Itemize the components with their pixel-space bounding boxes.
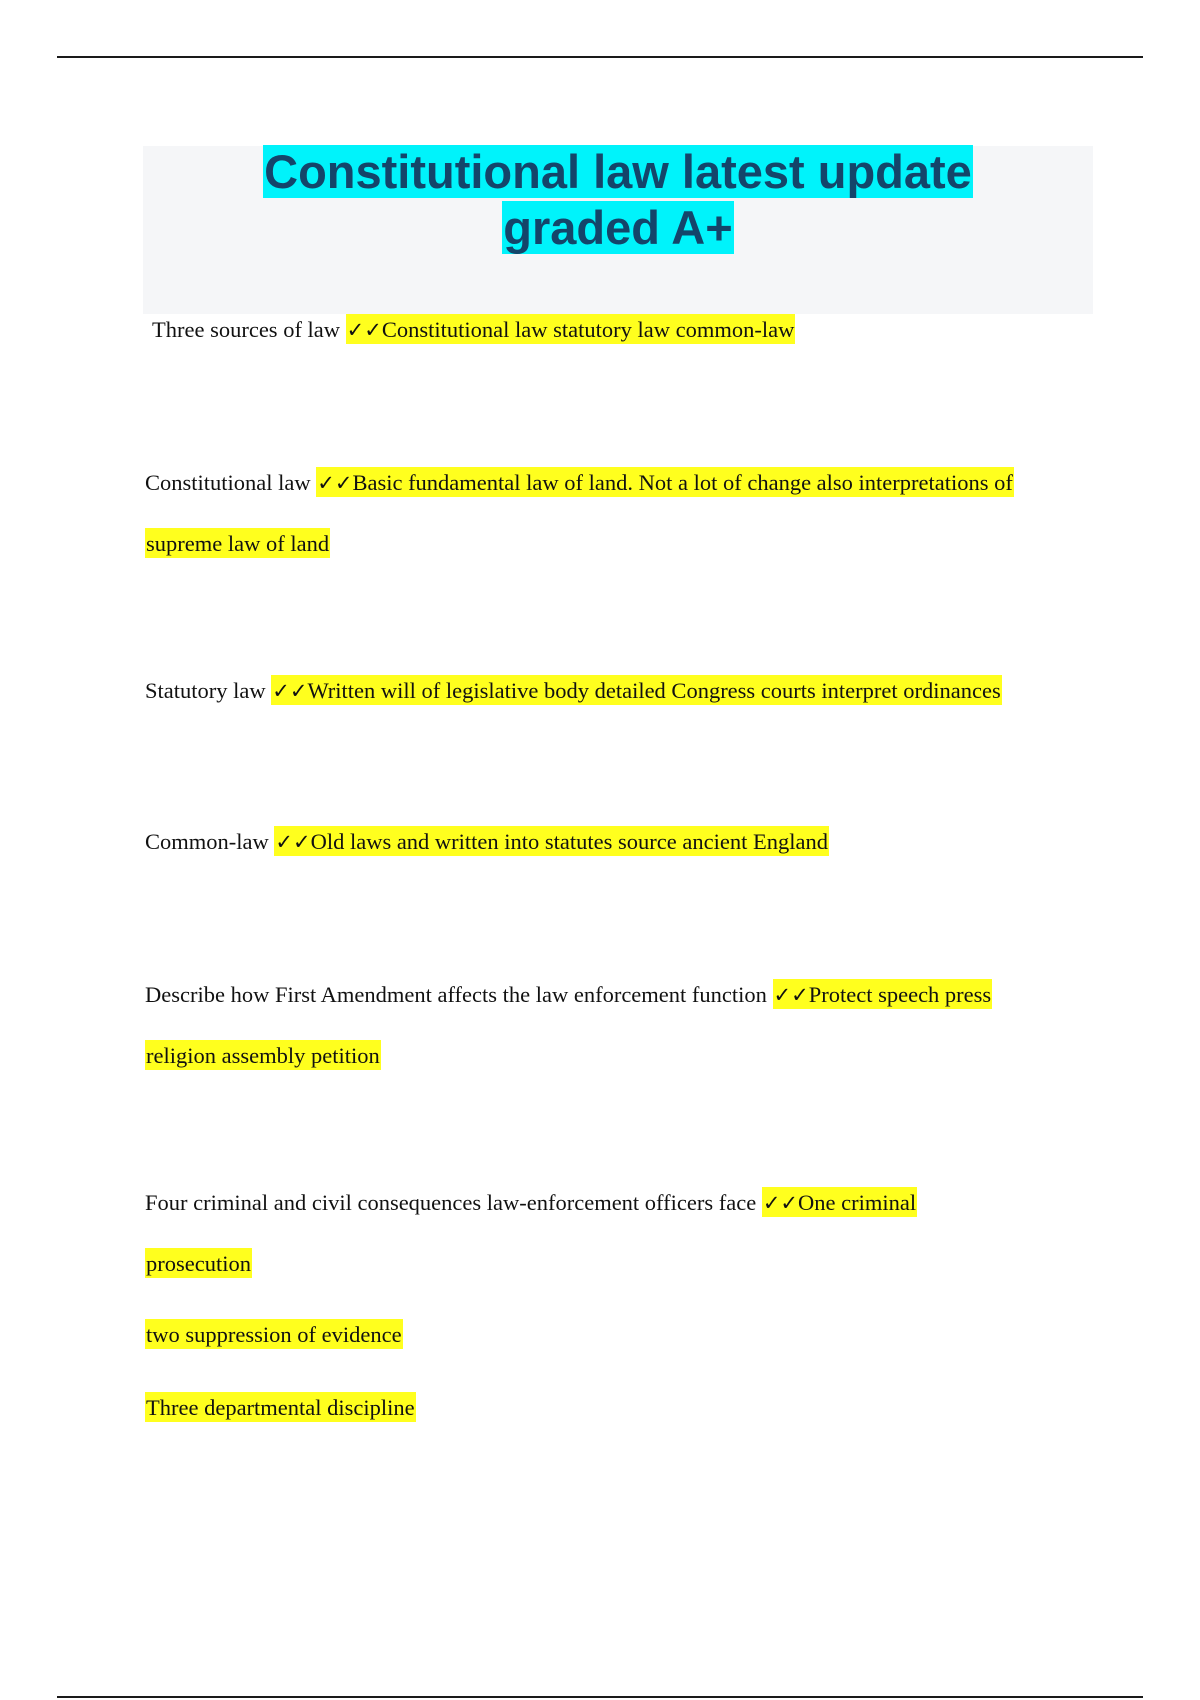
title-line-2: graded A+	[503, 201, 733, 254]
qa-item-consequences-cont-1	[145, 1251, 252, 1277]
answer-text: One criminal	[798, 1190, 917, 1215]
bottom-rule	[57, 1696, 1143, 1698]
title-line-1: Constitutional law latest update	[264, 145, 972, 198]
answer-text: Written will of legislative body detailed Congress courts interpret ordinances	[307, 678, 1001, 703]
double-check-icon: ✓✓	[773, 983, 809, 1007]
qa-item-consequences	[145, 1190, 917, 1216]
question-text: Common-law	[145, 829, 269, 854]
question-text: Three sources of law	[152, 317, 341, 342]
answer-text: supreme law of land	[145, 528, 330, 558]
answer-highlight	[316, 467, 1014, 497]
answer-text: Three departmental discipline	[145, 1392, 416, 1422]
question-text: Statutory law	[145, 678, 266, 703]
qa-item-sources	[152, 317, 795, 343]
qa-item-constitutional-law-cont	[145, 531, 330, 557]
answer-highlight	[773, 979, 993, 1009]
double-check-icon: ✓✓	[762, 1191, 799, 1215]
double-check-icon: ✓✓	[317, 471, 353, 495]
qa-item-consequences-cont-2	[145, 1322, 403, 1348]
answer-text: prosecution	[145, 1248, 252, 1278]
answer-text: religion assembly petition	[145, 1040, 381, 1070]
qa-item-first-amendment-cont	[145, 1043, 381, 1069]
answer-text: Constitutional law statutory law common-law	[381, 317, 795, 342]
qa-item-first-amendment	[145, 982, 992, 1008]
answer-highlight	[346, 314, 796, 344]
question-text: Describe how First Amendment affects the law enforcement function	[145, 982, 767, 1007]
qa-item-common-law	[145, 829, 829, 855]
answer-text: Protect speech press	[808, 982, 992, 1007]
answer-text: two suppression of evidence	[145, 1319, 403, 1349]
answer-text: Old laws and written into statutes source ancient England	[310, 829, 828, 854]
document-title	[143, 144, 1093, 256]
answer-highlight	[271, 675, 1001, 705]
answer-text: Basic fundamental law of land. Not a lot of change also interpretations of	[352, 470, 1013, 495]
qa-item-consequences-cont-3	[145, 1395, 416, 1421]
double-check-icon: ✓✓	[272, 679, 308, 703]
answer-highlight	[762, 1187, 917, 1217]
double-check-icon: ✓✓	[346, 318, 382, 342]
qa-item-statutory-law	[145, 678, 1002, 704]
double-check-icon: ✓✓	[275, 830, 311, 854]
question-text: Constitutional law	[145, 470, 311, 495]
question-text: Four criminal and civil consequences law-enforcement officers face	[145, 1190, 757, 1215]
top-rule	[57, 56, 1143, 58]
answer-highlight	[274, 826, 829, 856]
qa-item-constitutional-law	[145, 470, 1014, 496]
